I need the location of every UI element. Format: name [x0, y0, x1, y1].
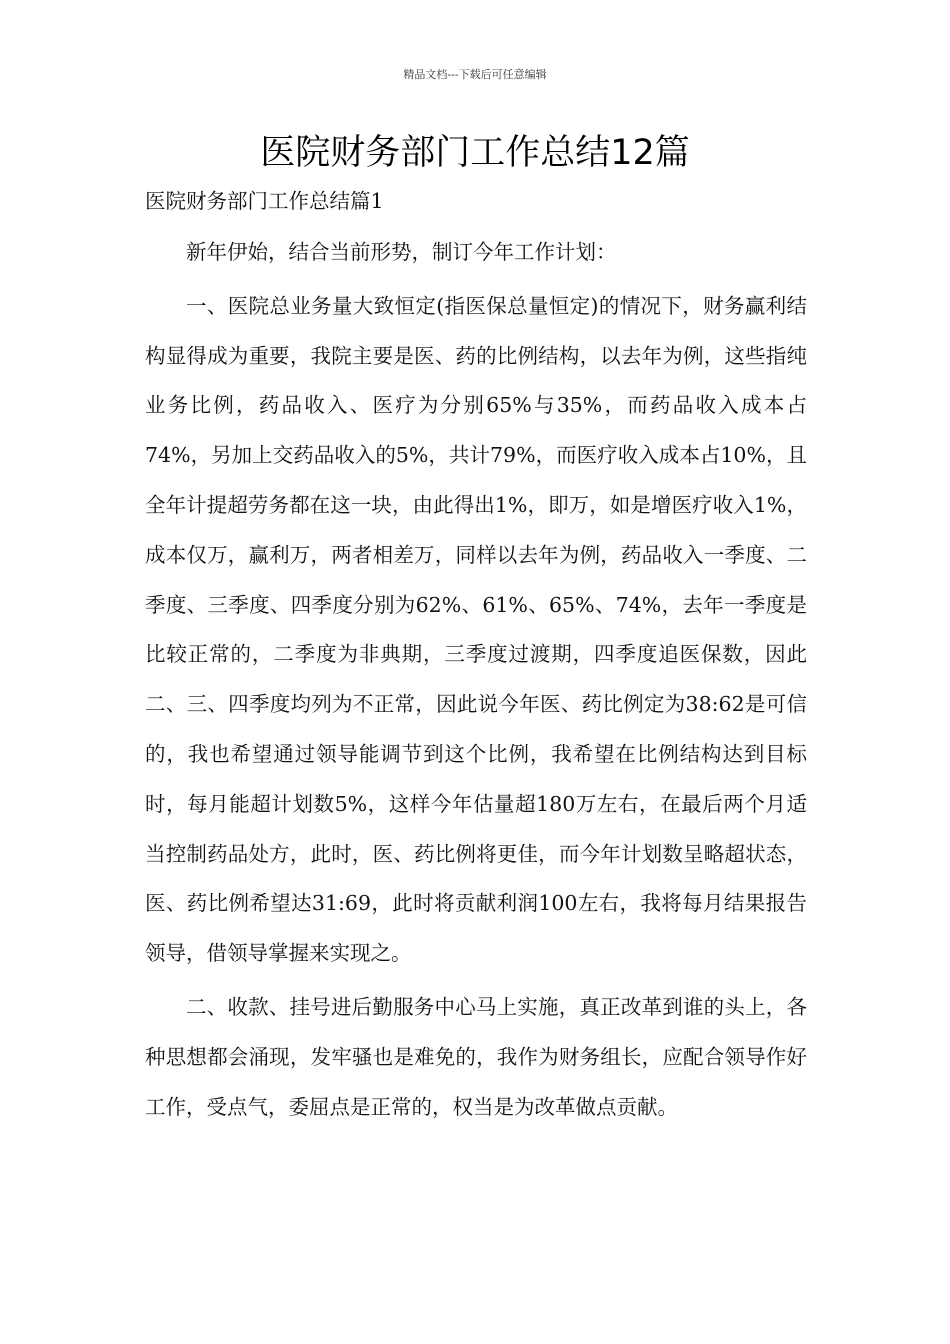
document-body — [145, 186, 807, 1136]
section-heading: 医院财务部门工作总结篇1 — [145, 189, 384, 213]
paragraph-point-one: 一、医院总业务量大致恒定(指医保总量恒定)的情况下，财务赢利结构显得成为重要，我院主要是医、药的比例结构，以去年为例，这些指纯业务比例，药品收入、医疗为分别65%与35%，而药品收入成本占74%，另加上交药品收入的5%，共计79%，而医疗收入成本占10%，且全年计提超劳务都在这一块，由此得出1%，即万，如是增医疗收入1%，成本仅万，赢利万，两者相差万，同样以去年为例，药品收入一季度、二季度、三季度、四季度分别为62%、61%、65%、74%，去年一季度是比较正常的，二季度为非典期，三季度过渡期，四季度追医保数，因此二、三、四季度均列为不正常，因此说今年医、药比例定为38:62是可信的，我也希望通过领导能调节到这个比例，我希望在比例结构达到目标时，每月能超计划数5%，这样今年估量超180万左右，在最后两个月适当控制药品处方，此时，医、药比例将更佳，而今年计划数呈略超状态，医、药比例希望达31:69，此时将贡献利润100左右，我将每月结果报告领导，借领导掌握来实现之。 — [145, 293, 807, 966]
document-title: 医院财务部门工作总结12篇 — [260, 133, 690, 173]
paragraph-intro: 新年伊始，结合当前形势，制订今年工作计划： — [186, 240, 617, 264]
paragraph-point-two: 二、收款、挂号进后勤服务中心马上实施，真正改革到谁的头上，各种思想都会涌现，发牢骚也是难免的，我作为财务组长，应配合领导作好工作，受点气，委屈点是正常的，权当是为改革做点贡献。 — [145, 994, 807, 1119]
header-note: 精品文档---下载后可任意编辑 — [403, 68, 547, 81]
